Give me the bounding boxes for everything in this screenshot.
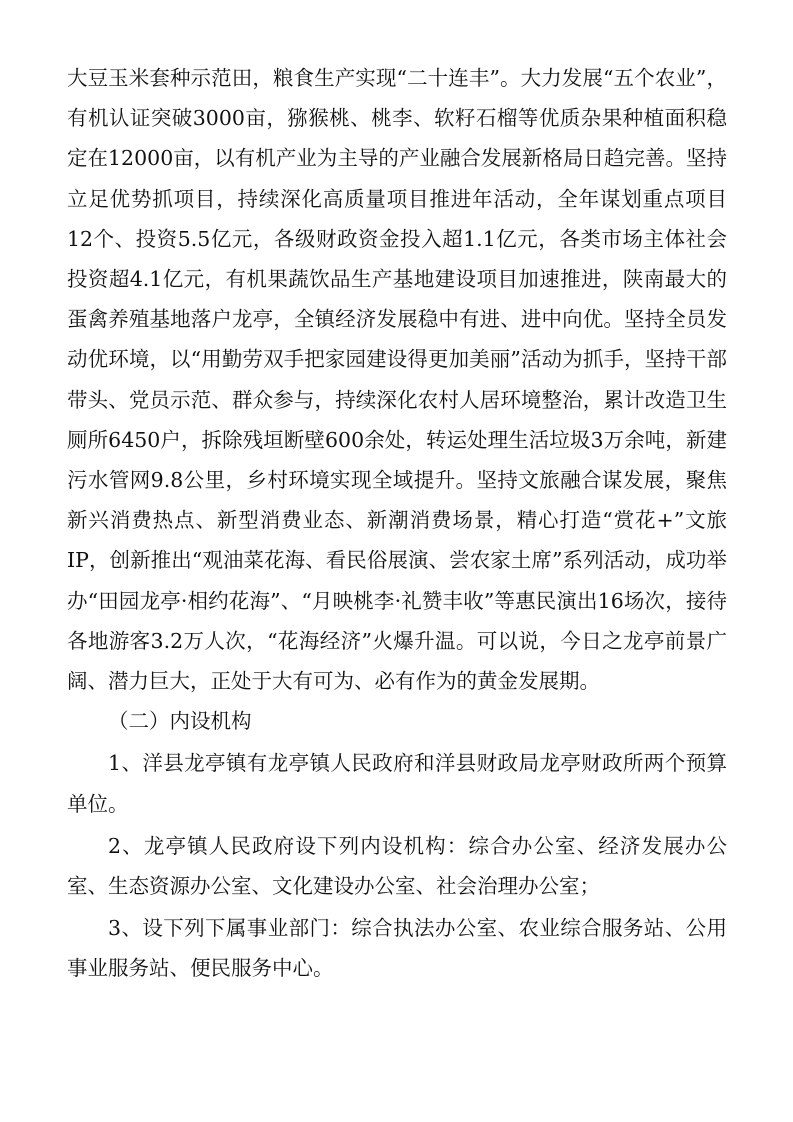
list-item: 3、设下列下属事业部门：综合执法办公室、农业综合服务站、公用事业服务站、便民服务中心。 (67, 916, 727, 981)
list-item: 2、龙亭镇人民政府设下列内设机构：综合办公室、经济发展办公室、生态资源办公室、文化建设办公室、社会治理办公室； (67, 833, 727, 899)
list-item: 1、洋县龙亭镇有龙亭镇人民政府和洋县财政局龙亭财政所两个预算单位。 (67, 751, 727, 816)
section-heading-internal-organizations: （二）内设机构 (108, 709, 252, 734)
intro-paragraph: 大豆玉米套种示范田，粮食生产实现“二十连丰”。大力发展“五个农业”，有机认证突破3000亩，猕猴桃、桃李、软籽石榴等优质杂果种植面积稳定在12000亩，以有机产业为主导的产业融合发展新格局日趋完善。坚持立足优势抓项目，持续深化高质量项目推进年活动，全年谋划重点项目12个、投资5.5亿元，各级财政资金投入超1.1亿元，各类市场主体社会投资超4.1亿元，有机果蔬饮品生产基地建设项目加速推进，陕南最大的蛋禽养殖基地落户龙亭，全镇经济发展稳中有进、进中向优。坚持全员发动优环境，以“用勤劳双手把家园建设得更加美丽”活动为抓手，坚持干部带头、党员示范、群众参与，持续深化农村人居环境整治，累计改造卫生厕所6450户，拆除残垣断壁600余处，转运处理生活垃圾3万余吨，新建污水管网9.8公里，乡村环境实现全域提升。坚持文旅融合谋发展，聚焦新兴消费热点、新型消费业态、新潮消费场景，精心打造“赏花+”文旅IP，创新推出“观油菜花海、看民俗展演、尝农家土席”系列活动，成功举办“田园龙亭·相约花海”、“月映桃李·礼赞丰收”等惠民演出16场次，接待各地游客3.2万人次，“花海经济”火爆升温。可以说，今日之龙亭前景广阔、潜力巨大，正处于大有可为、必有作为的黄金发展期。 (67, 66, 727, 694)
document-page (67, 58, 727, 989)
